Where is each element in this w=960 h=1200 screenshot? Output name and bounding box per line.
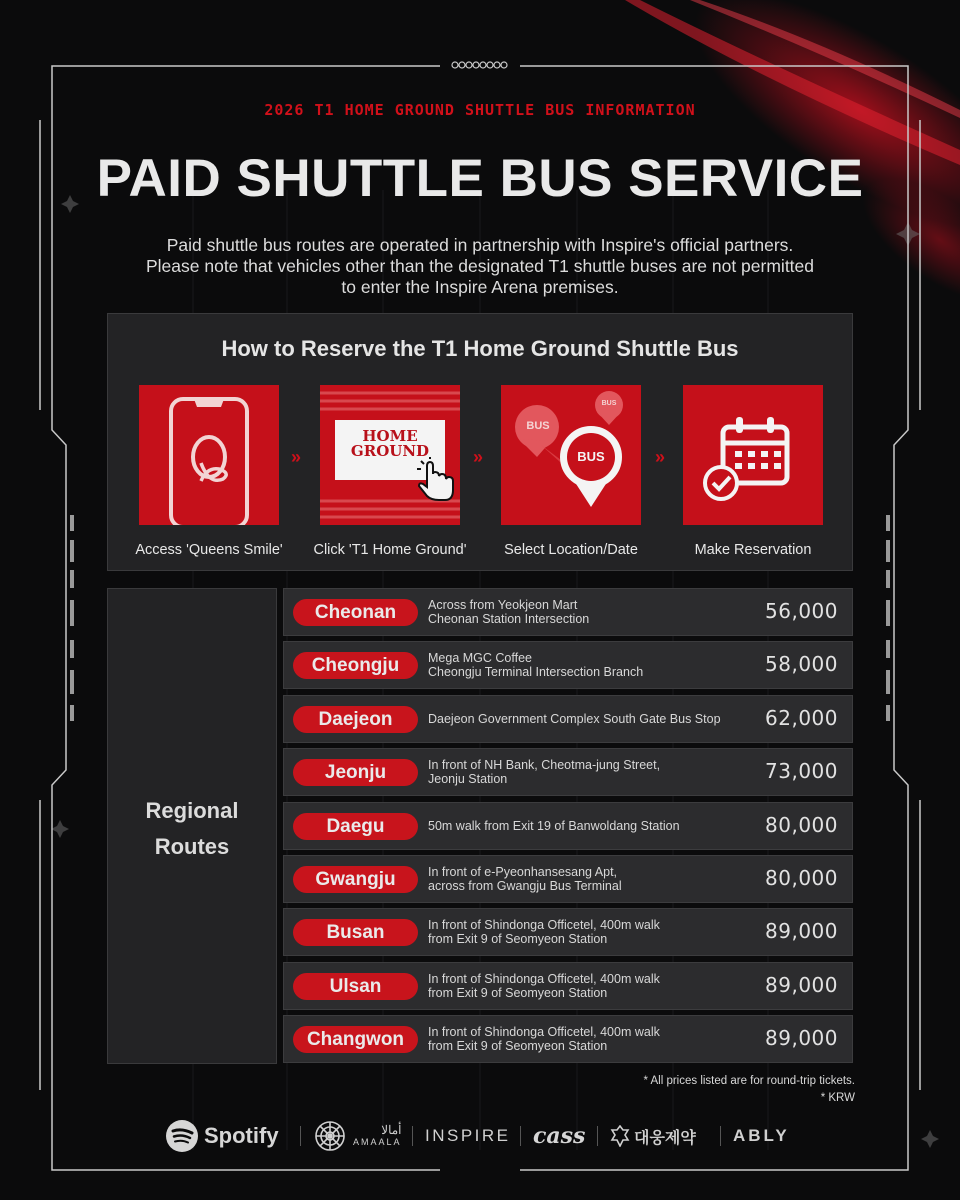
chevron-right-icon: » bbox=[655, 447, 664, 467]
spotify-wordmark: Spotify bbox=[204, 1123, 279, 1148]
sponsor-divider bbox=[597, 1126, 598, 1146]
route-row-daegu bbox=[283, 802, 853, 850]
city-badge: Daegu bbox=[293, 813, 418, 840]
location-line-1: In front of Shindonga Officetel, 400m walk bbox=[428, 1025, 660, 1040]
step-label: Access 'Queens Smile' bbox=[135, 542, 283, 558]
intro-text bbox=[100, 235, 860, 298]
location-line-1: In front of e-Pyeonhansesang Apt, bbox=[428, 864, 618, 879]
location-line-2: Cheonan Station Intersection bbox=[428, 612, 590, 626]
route-row-busan bbox=[283, 908, 853, 956]
sponsor-bar bbox=[160, 1116, 800, 1156]
route-row-ulsan bbox=[283, 962, 853, 1010]
spotify-icon bbox=[165, 1119, 199, 1153]
city-badge: Cheongju bbox=[293, 652, 418, 679]
pin-label-main: BUS bbox=[577, 449, 605, 464]
location-line-1: In front of Shindonga Officetel, 400m walk bbox=[428, 918, 660, 933]
location-line-2: from Exit 9 of Seomyeon Station bbox=[428, 1039, 608, 1054]
location-line-1: Across from Yeokjeon Mart bbox=[428, 598, 578, 612]
sponsor-divider bbox=[720, 1126, 721, 1146]
round-trip-note: * All prices listed are for round-trip tickets. bbox=[643, 1075, 855, 1087]
pin-label-tiny: BUS bbox=[601, 400, 617, 407]
location-line-1: Daejeon Government Complex South Gate Bus Stop bbox=[428, 711, 721, 726]
step-label: Select Location/Date bbox=[504, 542, 638, 558]
intro-line-3: to enter the Inspire Arena premises. bbox=[341, 277, 619, 297]
amaala-logo bbox=[313, 1116, 402, 1156]
price: 56,000 bbox=[765, 599, 838, 623]
route-row-cheonan bbox=[283, 588, 853, 636]
intro-line-2: Please note that vehicles other than the designated T1 shuttle buses are not permitted bbox=[145, 256, 815, 276]
currency-note: * KRW bbox=[820, 1092, 855, 1104]
price: 58,000 bbox=[765, 652, 838, 677]
sponsor-divider bbox=[300, 1126, 301, 1146]
eyebrow-title: 2026 T1 HOME GROUND SHUTTLE BUS INFORMATION bbox=[264, 101, 696, 119]
location-line-1: In front of NH Bank, Cheotma-jung Street, bbox=[428, 758, 661, 773]
step-select-location bbox=[501, 385, 641, 558]
pickup-location bbox=[428, 963, 748, 1009]
page-title: PAID SHUTTLE BUS SERVICE bbox=[96, 149, 864, 208]
banner-text-line-2: GROUND bbox=[350, 442, 430, 460]
pickup-location bbox=[428, 749, 748, 795]
pickup-location bbox=[428, 909, 748, 955]
step-make-reservation bbox=[683, 385, 823, 558]
daewoong-emblem-icon bbox=[610, 1125, 630, 1147]
route-row-changwon bbox=[283, 1015, 853, 1063]
regional-routes-panel bbox=[107, 588, 277, 1064]
sponsor-divider bbox=[520, 1126, 521, 1146]
pickup-location bbox=[428, 642, 748, 688]
step-click-home-ground bbox=[313, 385, 467, 558]
route-row-jeonju bbox=[283, 748, 853, 796]
price: 80,000 bbox=[765, 812, 838, 837]
step-access-app bbox=[135, 385, 283, 558]
chevron-right-icon: » bbox=[473, 447, 482, 467]
regional-label-line-1: Regional bbox=[145, 798, 239, 823]
location-line-2: from Exit 9 of Seomyeon Station bbox=[428, 932, 608, 947]
city-badge: Gwangju bbox=[293, 866, 418, 893]
reservation-panel bbox=[107, 313, 853, 571]
spotify-logo bbox=[165, 1116, 279, 1156]
regional-label-line-2: Routes bbox=[154, 834, 230, 859]
amaala-wordmark: AMAALA bbox=[353, 1137, 402, 1147]
city-badge: Daejeon bbox=[293, 706, 418, 733]
route-row-cheongju bbox=[283, 641, 853, 689]
price: 89,000 bbox=[765, 1026, 838, 1051]
city-badge: Cheonan bbox=[293, 599, 418, 626]
price: 80,000 bbox=[765, 865, 838, 890]
hand-cursor-icon bbox=[415, 457, 457, 501]
pickup-location bbox=[428, 856, 748, 902]
step-label: Make Reservation bbox=[694, 542, 812, 558]
phone-app-icon bbox=[139, 385, 279, 525]
amaala-icon bbox=[313, 1119, 347, 1153]
location-line-2: Cheongju Terminal Intersection Branch bbox=[428, 665, 644, 680]
price: 89,000 bbox=[765, 919, 838, 944]
calendar-check-icon bbox=[683, 385, 823, 525]
route-row-gwangju bbox=[283, 855, 853, 903]
intro-line-1: Paid shuttle bus routes are operated in partnership with Inspire's official partners. bbox=[166, 235, 794, 255]
price: 73,000 bbox=[765, 759, 838, 784]
price: 62,000 bbox=[765, 705, 838, 730]
chevron-right-icon: » bbox=[291, 447, 300, 467]
location-line-2: across from Gwangju Bus Terminal bbox=[428, 878, 622, 893]
pickup-location bbox=[428, 696, 748, 742]
bus-location-pins-icon bbox=[501, 385, 641, 525]
cass-logo: cass bbox=[533, 1123, 586, 1149]
step-label: Click 'T1 Home Ground' bbox=[313, 542, 467, 558]
city-badge: Busan bbox=[293, 919, 418, 946]
pickup-location bbox=[428, 1016, 748, 1062]
price: 89,000 bbox=[765, 972, 838, 997]
pickup-location bbox=[428, 589, 748, 635]
route-row-daejeon bbox=[283, 695, 853, 743]
route-list bbox=[283, 588, 853, 1069]
location-line-2: Jeonju Station bbox=[428, 772, 508, 787]
sponsor-divider bbox=[412, 1126, 413, 1146]
city-badge: Ulsan bbox=[293, 973, 418, 1000]
city-badge: Jeonju bbox=[293, 759, 418, 786]
pickup-location bbox=[428, 803, 748, 849]
home-ground-banner-click-icon bbox=[320, 385, 460, 525]
daewoong-wordmark: 대웅제약 bbox=[634, 1127, 696, 1147]
city-badge: Changwon bbox=[293, 1026, 418, 1053]
reservation-title: How to Reserve the T1 Home Ground Shuttle Bus bbox=[221, 336, 739, 361]
location-line-1: Mega MGC Coffee bbox=[428, 651, 532, 666]
inspire-logo: INSPIRE bbox=[425, 1126, 511, 1145]
daewoong-logo bbox=[610, 1116, 696, 1156]
banner-text-line-1: HOME bbox=[362, 427, 418, 445]
pin-label-small: BUS bbox=[526, 420, 550, 432]
location-line-1: 50m walk from Exit 19 of Banwoldang Station bbox=[428, 818, 680, 833]
location-line-2: from Exit 9 of Seomyeon Station bbox=[428, 985, 608, 1000]
location-line-1: In front of Shindonga Officetel, 400m walk bbox=[428, 971, 660, 986]
regional-routes-label bbox=[108, 793, 276, 865]
ably-logo: ABLY bbox=[733, 1126, 790, 1145]
amaala-arabic-wordmark: أمالا bbox=[381, 1123, 402, 1137]
